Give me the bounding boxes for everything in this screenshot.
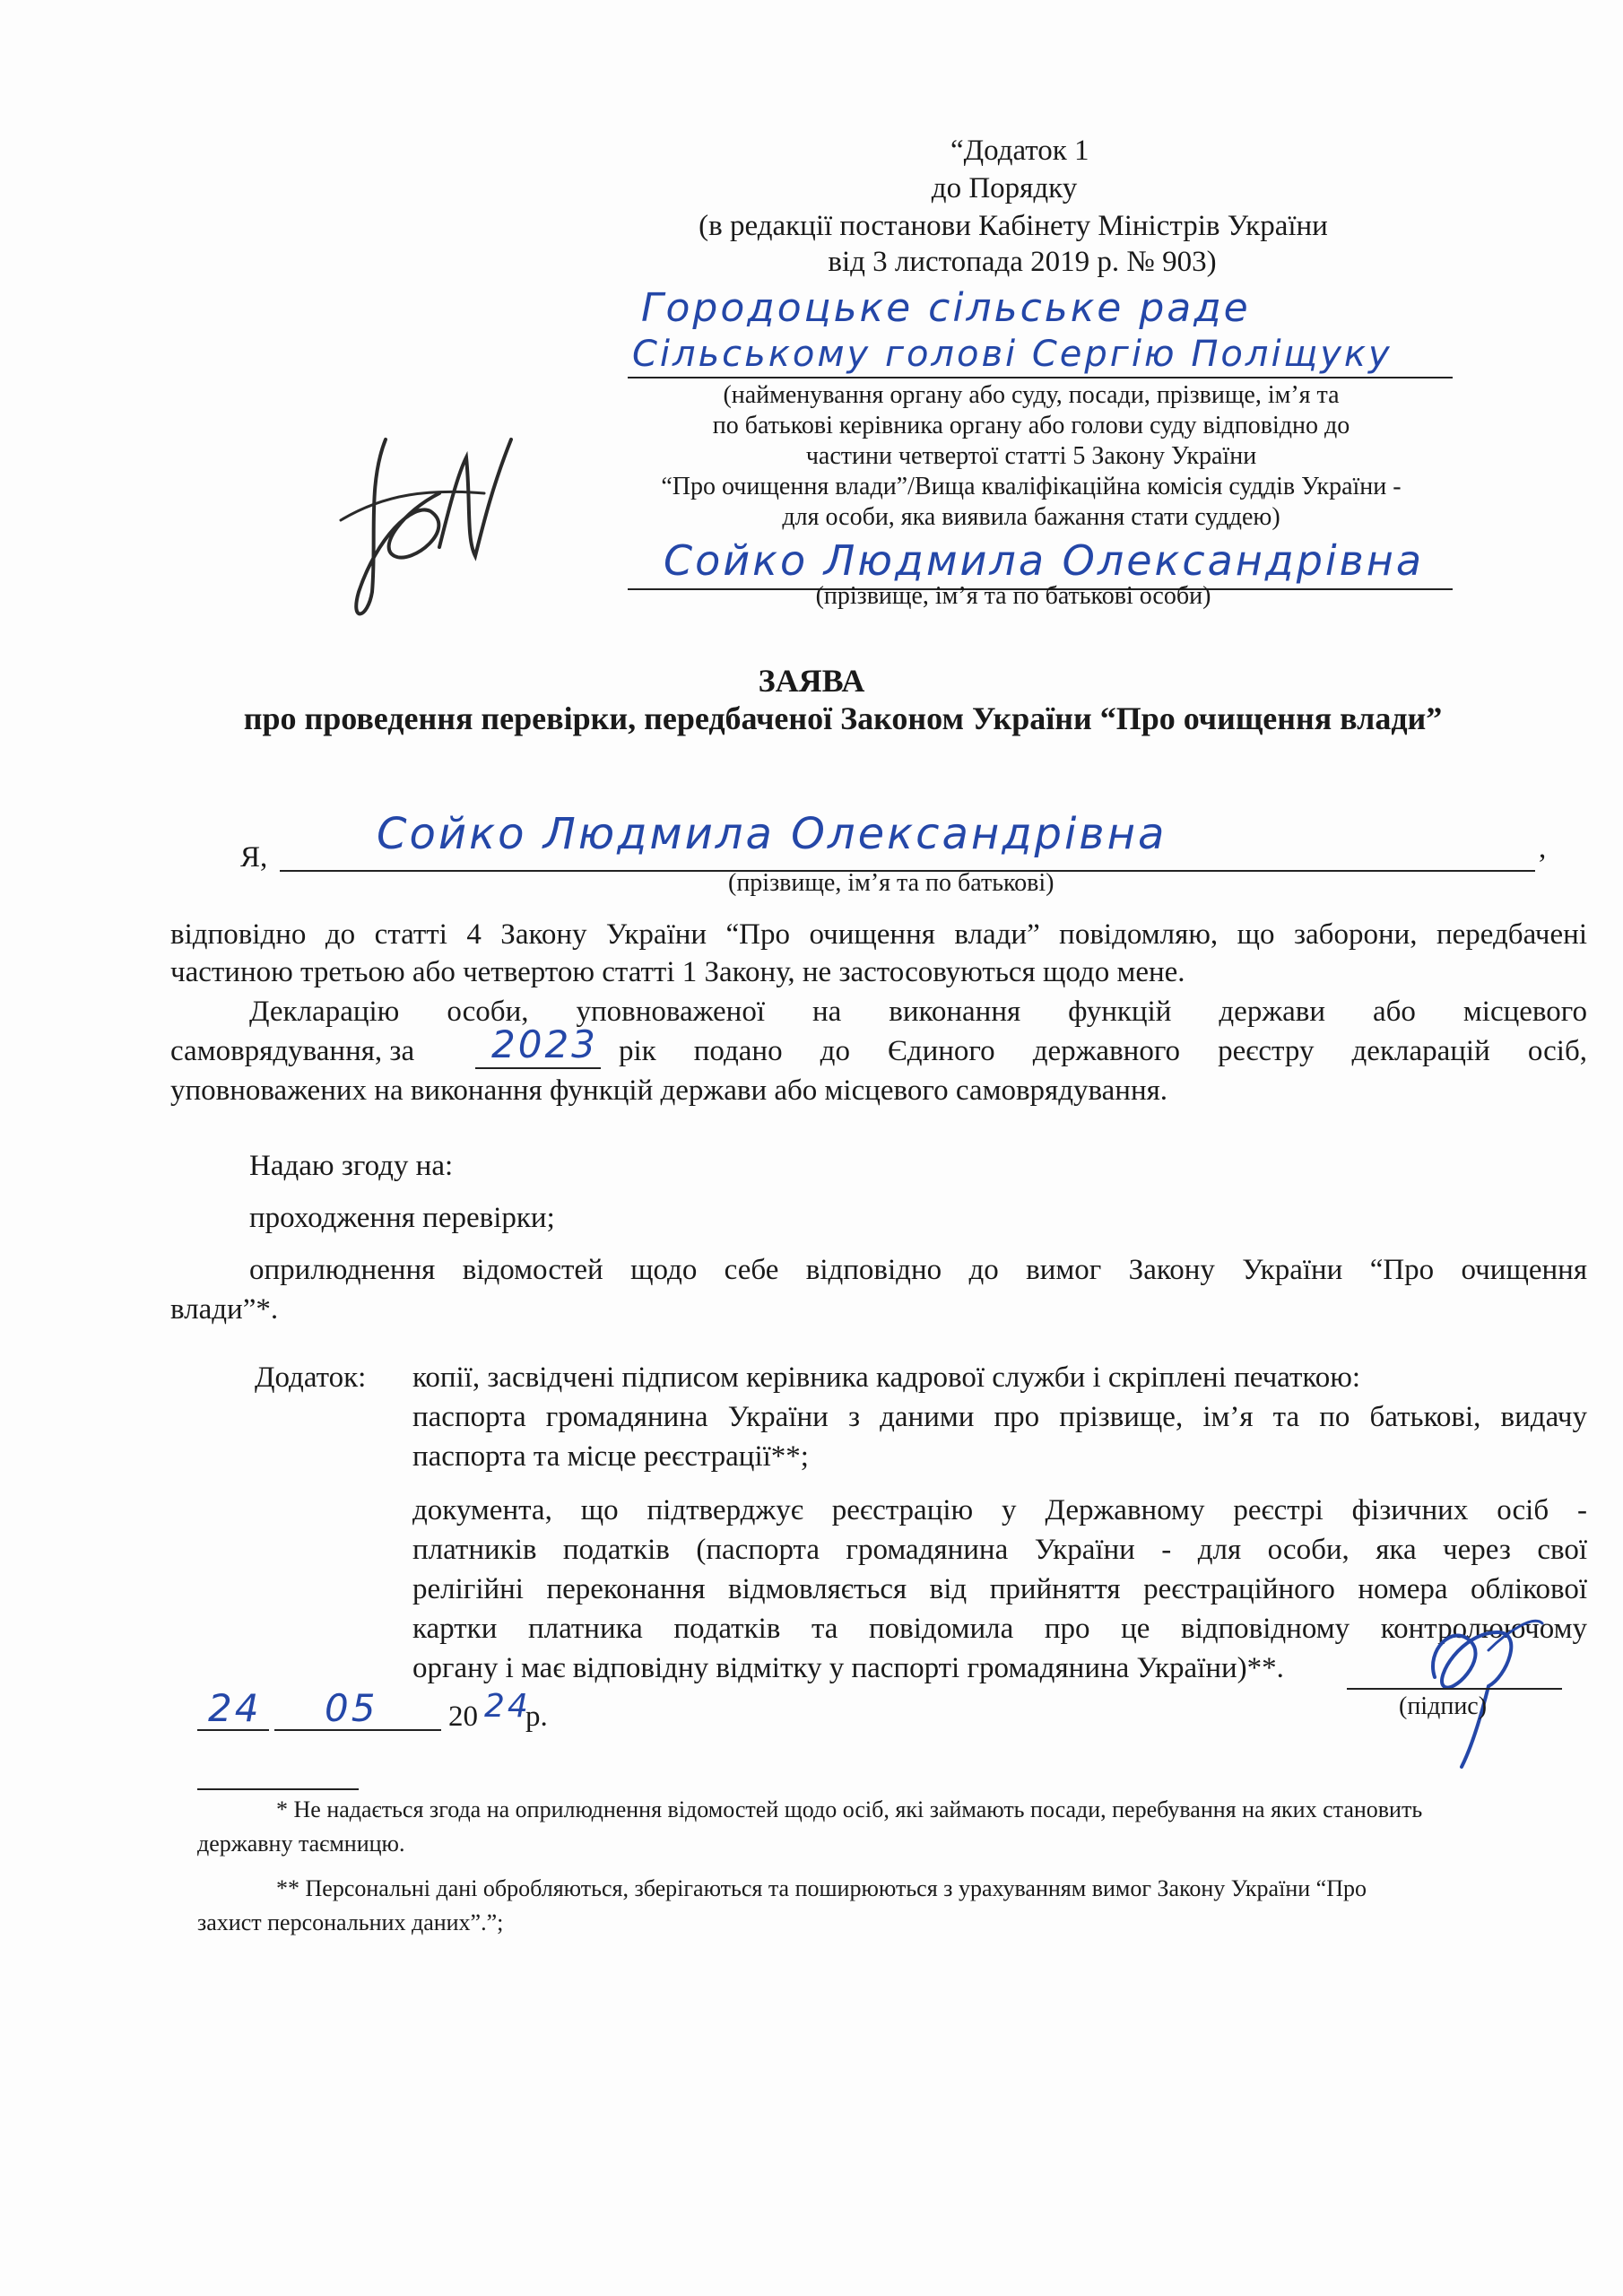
addressee-caption-4: “Про очищення влади”/Вища кваліфікаційна комісія суддів України - <box>661 473 1402 500</box>
paragraph2-year-handwritten: 2023 <box>491 1022 598 1066</box>
appendix-label: “Додаток 1 <box>950 135 1089 167</box>
footnote2-line2: захист персональних даних”.”; <box>197 1909 504 1935</box>
attachment-tax-line4: картки платника податків та повідомила про це відповідному контролюючому <box>412 1613 1587 1645</box>
statement-name-caption: (прізвище, ім’я та по батькові) <box>728 869 1055 897</box>
addressee-caption-5: для особи, яка виявила бажання стати суддею) <box>782 503 1280 531</box>
addressee-caption-1: (найменування органу або суду, посади, прізвище, ім’я та <box>723 381 1340 409</box>
addressee-caption-2: по батькові керівника органу або голови суду відповідно до <box>712 412 1350 439</box>
document-subtitle: про проведення перевірки, передбаченої Законом України “Про очищення влади” <box>243 700 1443 736</box>
document-title: ЗАЯВА <box>758 663 865 699</box>
attachments-label: Додаток: <box>255 1361 367 1394</box>
paragraph2-line2-end: рік подано до Єдиного державного реєстру декларацій осіб, <box>619 1035 1587 1067</box>
date-year-prefix: 20 <box>448 1700 478 1733</box>
footnote1-line2: державну таємницю. <box>197 1831 405 1857</box>
date-year-end: р. <box>525 1700 548 1733</box>
footnote-separator <box>197 1788 359 1790</box>
statement-suffix: , <box>1539 832 1547 865</box>
applicant-handwritten-name: Сойко Людмила Олександрівна <box>664 536 1425 585</box>
footnote1-line1: * Не надається згода на оприлюднення відомостей щодо осіб, які займають посади, перебування на яких становить <box>276 1796 1423 1822</box>
consent-item-publication-line1: оприлюднення відомостей щодо себе відповідно до вимог Закону України “Про очищення <box>249 1254 1587 1286</box>
attachments-intro: копії, засвідчені підписом керівника кадрової служби і скріплені печаткою: <box>412 1361 1361 1394</box>
consent-item-verification: проходження перевірки; <box>249 1202 555 1234</box>
date-month-underline <box>274 1729 441 1731</box>
signature-caption: (підпис) <box>1399 1692 1488 1720</box>
date-year-suffix: 24 <box>484 1688 531 1725</box>
consent-item-publication-line2: влади”*. <box>170 1293 279 1326</box>
attachment-tax-line2: платників податків (паспорта громадянина України - для особи, яка через свої <box>412 1534 1587 1566</box>
addressee-handwritten-line1: Городоцьке сільське раде <box>641 285 1251 331</box>
paragraph2-year-underline <box>475 1067 601 1069</box>
consent-intro: Надаю згоду на: <box>249 1150 454 1182</box>
date-month: 05 <box>325 1686 378 1730</box>
appendix-resolution: (в редакції постанови Кабінету Міністрів України <box>699 210 1328 242</box>
signature-left <box>332 404 529 637</box>
addressee-caption-3: частини четвертої статті 5 Закону України <box>805 442 1257 470</box>
paragraph2-line3: уповноважених на виконання функцій держави або місцевого самоврядування. <box>170 1074 1168 1107</box>
attachment-tax-line3: релігійні переконання відмовляється від прийняття реєстраційного номера облікової <box>412 1573 1587 1605</box>
appendix-order: до Порядку <box>931 172 1078 204</box>
addressee-handwritten-line2: Сільському голові Сергію Поліщуку <box>632 334 1393 375</box>
signature-underline <box>1347 1688 1562 1690</box>
statement-handwritten-name: Сойко Людмила Олександрівна <box>377 809 1167 859</box>
date-day: 24 <box>208 1686 262 1730</box>
addressee-underline <box>628 377 1453 378</box>
attachment-tax-line1: документа, що підтверджує реєстрацію у Державному реєстрі фізичних осіб - <box>412 1494 1587 1526</box>
date-day-underline <box>197 1729 269 1731</box>
attachment-passport-line2: паспорта та місце реєстрації**; <box>412 1440 809 1473</box>
applicant-caption: (прізвище, ім’я та по батькові особи) <box>815 582 1211 610</box>
paragraph2-line1: Декларацію особи, уповноваженої на виконання функцій держави або місцевого <box>249 996 1587 1028</box>
signature-right <box>1399 1596 1560 1776</box>
paragraph2-line2-start: самоврядування, за <box>170 1035 415 1067</box>
footnote2-line1: ** Персональні дані обробляються, зберігаються та поширюються з урахуванням вимог Закону України “Про <box>276 1875 1367 1901</box>
statement-prefix: Я, <box>240 841 268 874</box>
paragraph1-line1: відповідно до статті 4 Закону України “Про очищення влади” повідомляю, що заборони, передбачені <box>170 918 1587 951</box>
attachment-passport-line1: паспорта громадянина України з даними про прізвище, ім’я та по батькові, видачу <box>412 1401 1587 1433</box>
attachment-tax-line5: органу і має відповідну відмітку у паспорті громадянина України)**. <box>412 1652 1284 1684</box>
paragraph1-line2: частиною третьою або четвертою статті 1 Закону, не застосовуються щодо мене. <box>170 956 1185 988</box>
appendix-date: від 3 листопада 2019 р. № 903) <box>828 246 1217 278</box>
